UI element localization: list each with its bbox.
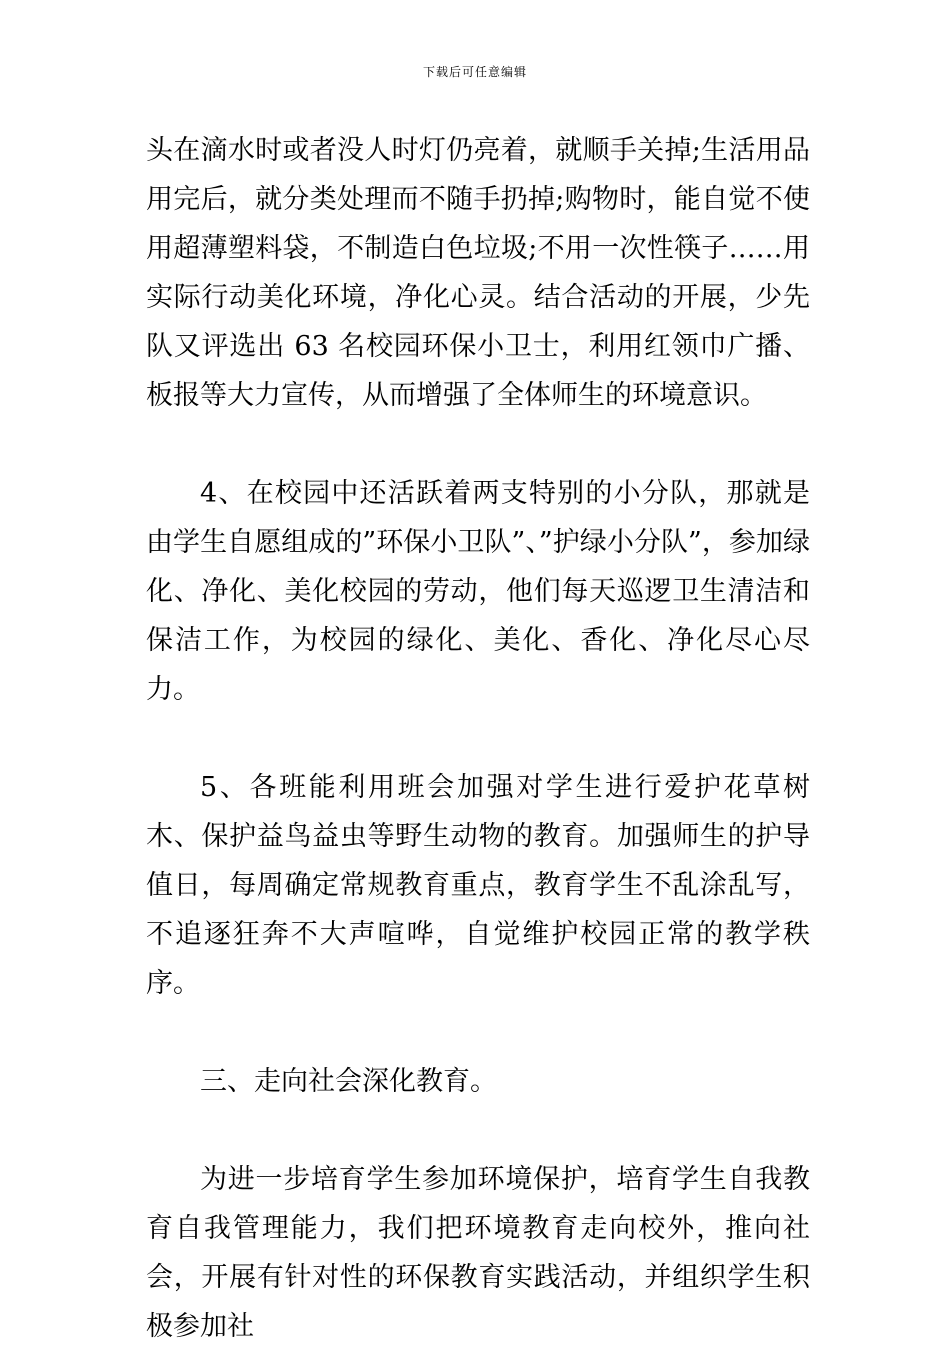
page-header: 下载后可任意编辑 xyxy=(422,65,527,79)
paragraph-section-3-intro: 为进一步培育学生参加环境保护，培育学生自我教育自我管理能力，我们把环境教育走向校外，推向社会，开展有针对性的环保教育实践活动，并组织学生积极参加社 xyxy=(146,1164,810,1342)
paragraph-continuation: 头在滴水时或者没人时灯仍亮着，就顺手关掉;生活用品用完后，就分类处理而不随手扔掉;购物时，能自觉不使用超薄塑料袋，不制造白色垃圾;不用一次性筷子……用实际行动美化环境，净化心灵。结合活动的开展，少先队又评选出 63 名校园环保小卫士，利用红领巾广播、板报等大力宣传，从而增强了全体师生的环境意识。 xyxy=(146,135,810,411)
paragraph-item-4: 4、在校园中还活跃着两支特别的小分队，那就是由学生自愿组成的”环保小卫队”、”护绿小分队”，参加绿化、净化、美化校园的劳动，他们每天巡逻卫生清洁和保洁工作，为校园的绿化、美化、香化、净化尽心尽力。 xyxy=(146,478,810,705)
paragraph-item-5: 5、各班能利用班会加强对学生进行爱护花草树木、保护益鸟益虫等野生动物的教育。加强师生的护导值日，每周确定常规教育重点，教育学生不乱涂乱写，不追逐狂奔不大声喧哗，自觉维护校园正常的教学秩序。 xyxy=(146,772,810,999)
document-body xyxy=(146,126,810,1351)
section-heading-3: 三、走向社会深化教育。 xyxy=(200,1066,497,1097)
